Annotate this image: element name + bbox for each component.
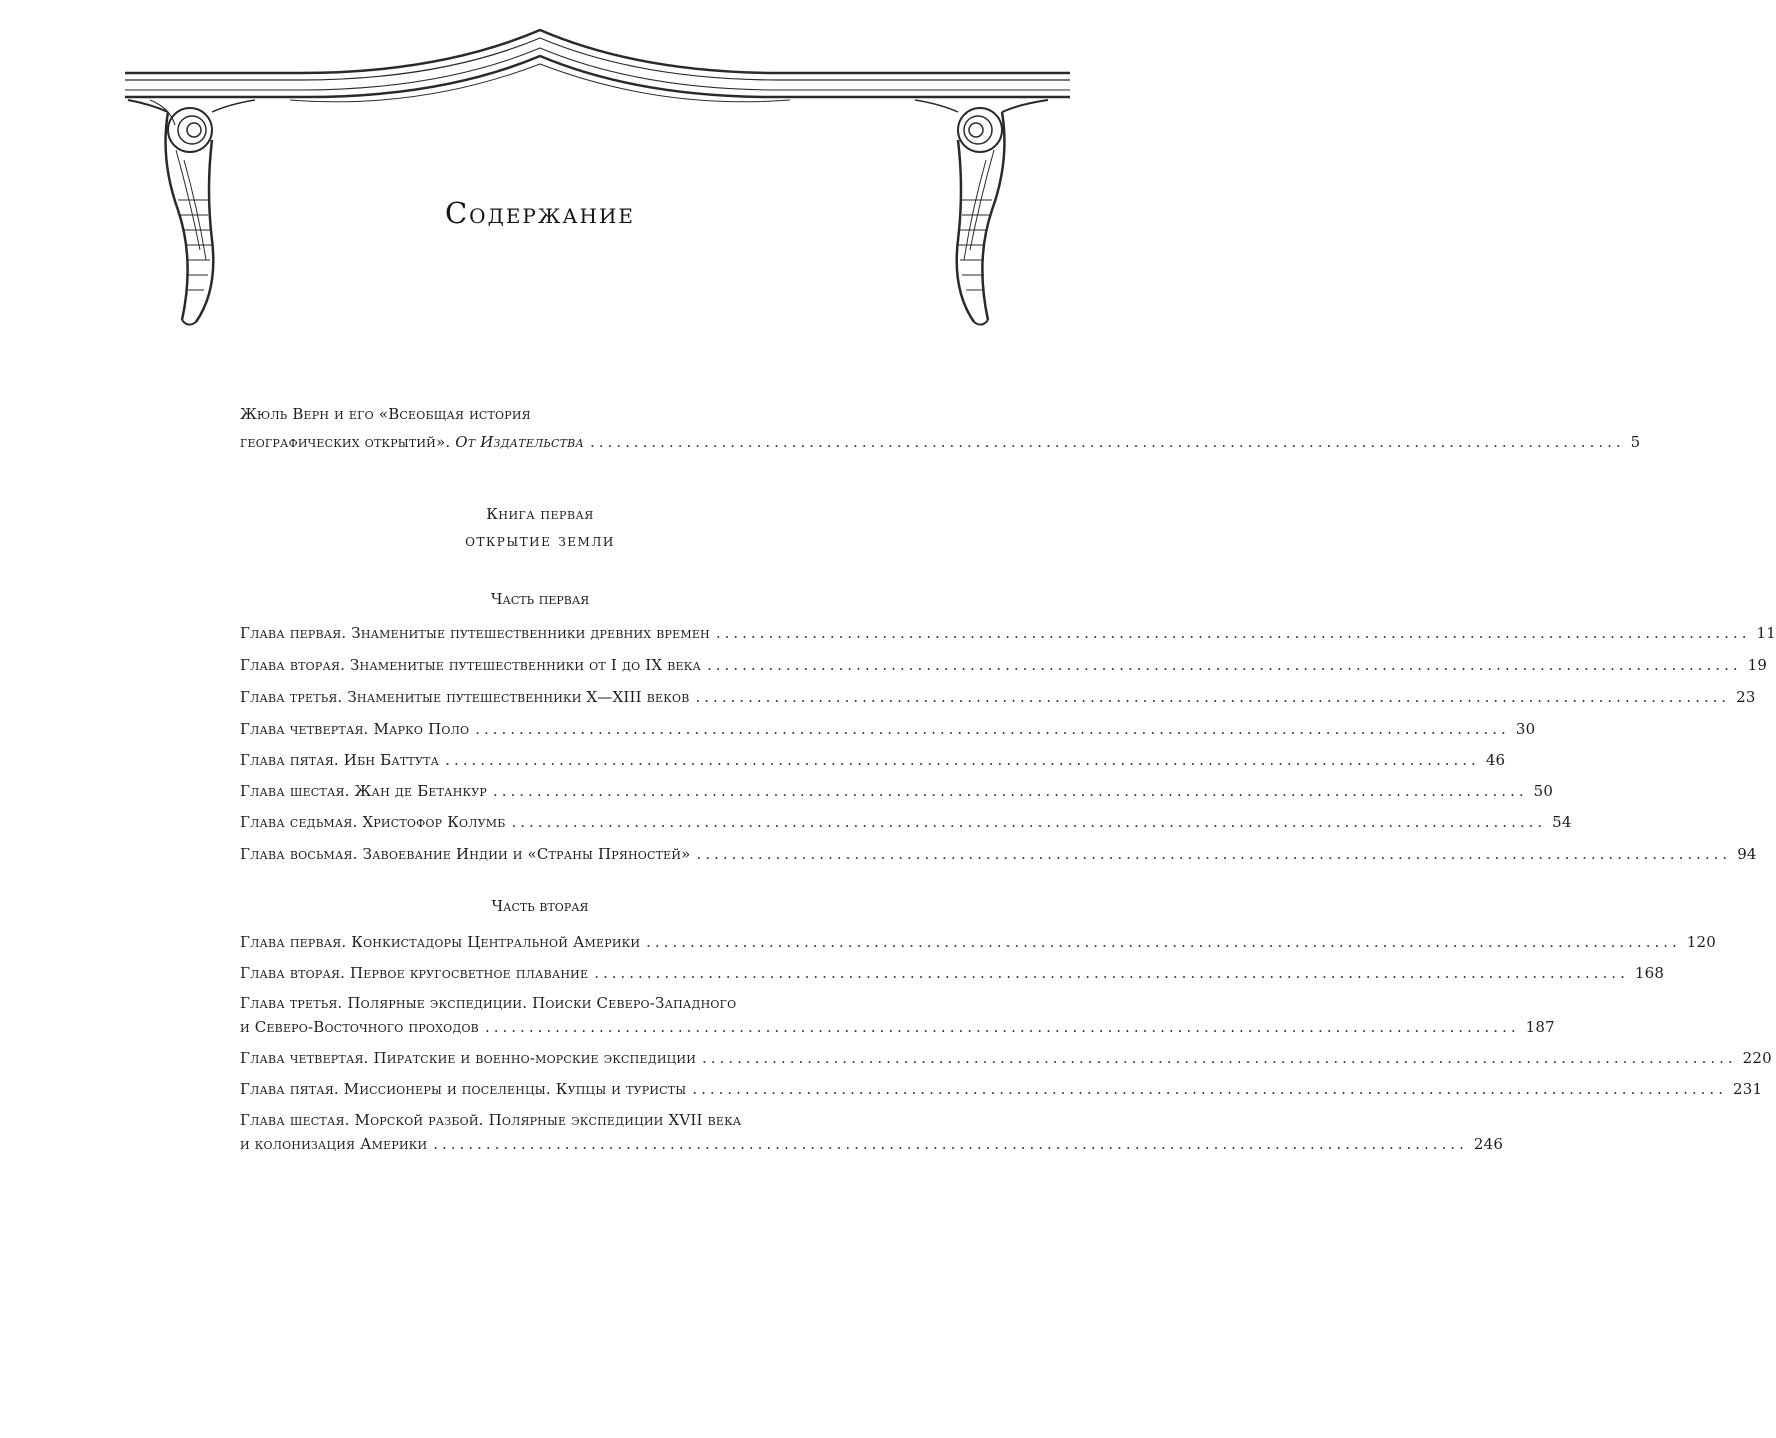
page-title: Содержание [444,196,635,230]
toc-entry-label: Глава седьмая. Христофор Колумб [240,813,506,831]
toc-entry-label: Глава восьмая. Завоевание Индии и «Страны Пряностей» [240,845,691,863]
toc-entry-page: 246 [1473,1135,1504,1153]
dot-leader: ...................................................................................................................... [696,845,1732,863]
toc-entry-page: 187 [1525,1018,1555,1036]
toc-entry[interactable] [240,1049,1772,1071]
toc-entry-label-line1: Глава третья. Полярные экспедиции. Поиски Северо-Западного [240,994,737,1012]
toc-entry-page: 231 [1732,1080,1763,1098]
toc-entry-page: 19 [1747,656,1768,674]
dot-leader: ...................................................................................................................... [590,433,1625,451]
dot-leader: ...................................................................................................................... [475,720,1510,738]
toc-entry[interactable] [240,964,1665,986]
toc-intro-line1 [240,405,920,427]
dot-leader: ...................................................................................................................... [594,964,1629,982]
dot-leader: ...................................................................................................................... [702,1049,1737,1067]
book-title-heading: открытие земли [465,531,615,551]
toc-entry[interactable] [240,1018,1555,1040]
dot-leader: ...................................................................................................................... [433,1135,1468,1153]
toc-intro-label-line1: Жюль Верн и его «Всеобщая история [240,405,531,423]
toc-entry-label: Глава четвертая. Марко Поло [240,720,470,738]
dot-leader: ...................................................................................................................... [715,624,1751,642]
toc-entry[interactable] [240,1080,1763,1102]
decorative-frame-ornament [0,0,1080,340]
toc-entry-page: 120 [1686,933,1717,951]
toc-entry-page: 94 [1737,845,1757,863]
toc-entry-label: Глава вторая. Знаменитые путешественники от I до IX века [240,656,702,674]
toc-entry-page: 168 [1634,964,1665,982]
toc-entry[interactable] [240,933,1717,955]
toc-entry-label: Глава первая. Конкистадоры Центральной Америки [240,933,641,951]
toc-entry-page: 46 [1485,751,1506,769]
toc-intro-italic: От Издательства [455,433,585,451]
toc-entry[interactable] [240,845,1757,867]
toc-entry-page: 11 [1756,624,1776,642]
part-heading-1: Часть первая [490,590,590,608]
toc-intro-label-line2: географических открытий». [240,433,456,451]
toc-entry-label: Глава пятая. Ибн Баттута [240,751,440,769]
toc-entry-label: Глава пятая. Миссионеры и поселенцы. Купцы и туристы [240,1080,687,1098]
toc-entry-label: и Северо-Восточного проходов [240,1018,479,1036]
toc-entry-label: Глава вторая. Первое кругосветное плавание [240,964,589,982]
toc-entry-page: 54 [1552,813,1572,831]
dot-leader: ...................................................................................................................... [695,688,1731,706]
dot-leader: ...................................................................................................................... [707,656,1742,674]
toc-entry-line1 [240,994,920,1016]
dot-leader: ...................................................................................................................... [445,751,1480,769]
toc-entry-label: Глава третья. Знаменитые путешественники X—XIII веков [240,688,690,706]
toc-entry-label: Глава первая. Знаменитые путешественники древних времен [240,624,710,642]
toc-entry[interactable] [240,1135,1504,1157]
toc-entry-label: Глава шестая. Жан де Бетанкур [240,782,487,800]
toc-entry-page: 50 [1533,782,1554,800]
toc-entry-label [240,433,584,451]
toc-entry-label: Глава четвертая. Пиратские и военно-морские экспедиции [240,1049,697,1067]
toc-entry-label: и колонизация Америки [240,1135,428,1153]
toc-entry-page: 5 [1630,433,1641,451]
toc-entry-label-line1: Глава шестая. Морской разбой. Полярные экспедиции XVII века [240,1111,742,1129]
dot-leader: ...................................................................................................................... [484,1018,1520,1036]
toc-entry[interactable] [240,720,1536,742]
dot-leader: ...................................................................................................................... [692,1080,1727,1098]
toc-entry[interactable] [240,782,1554,804]
toc-entry-page: 23 [1736,688,1756,706]
book-number-heading: Книга первая [486,505,594,523]
part-heading-2: Часть вторая [491,897,589,915]
dot-leader: ...................................................................................................................... [511,813,1547,831]
toc-entry[interactable] [240,624,1776,646]
toc-entry[interactable] [240,813,1572,835]
toc-entry-page: 30 [1515,720,1536,738]
toc-entry[interactable] [240,751,1506,773]
dot-leader: ...................................................................................................................... [492,782,1528,800]
toc-entry[interactable] [240,656,1768,678]
dot-leader: ...................................................................................................................... [646,933,1681,951]
toc-entry-line1 [240,1111,920,1133]
toc-intro-entry[interactable] [240,433,1641,455]
toc-entry-page: 220 [1742,1049,1772,1067]
toc-entry[interactable] [240,688,1756,710]
